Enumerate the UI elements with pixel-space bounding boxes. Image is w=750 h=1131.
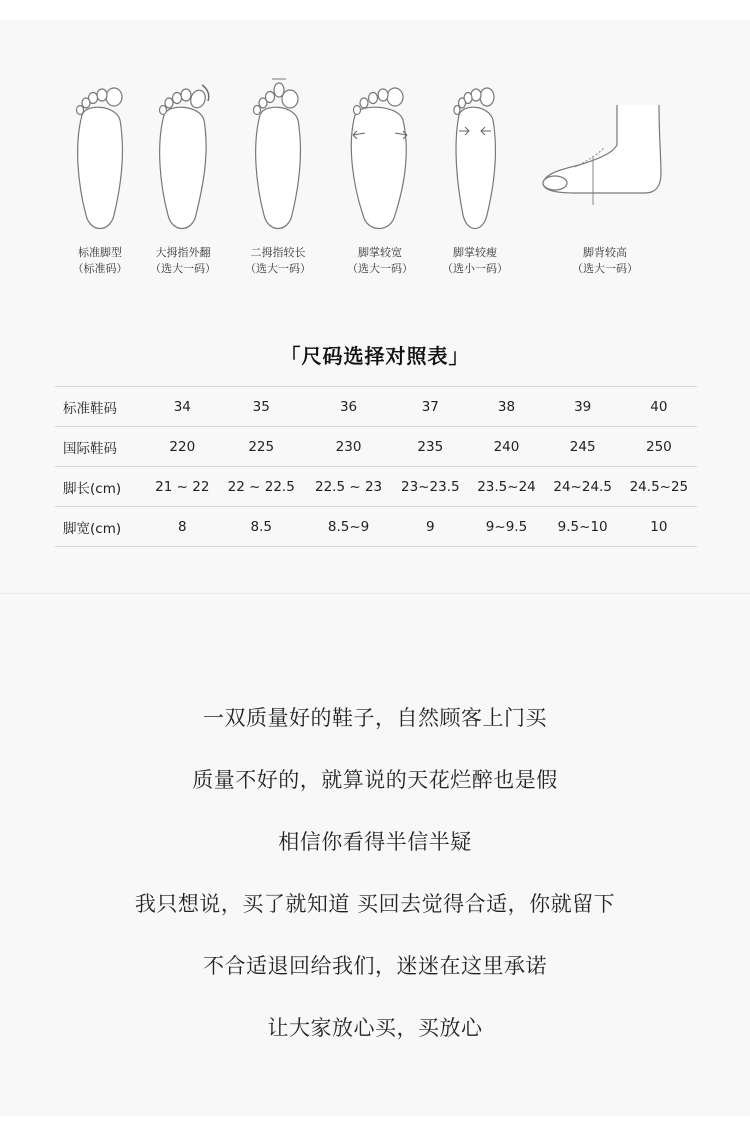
table-row [55,387,697,427]
table-cell: 240 [468,427,544,467]
table-cell: 22.5 ~ 23 [305,467,392,507]
table-row [55,427,697,467]
table-row [55,467,697,507]
table-cell: 10 [621,507,697,547]
foot-type-label: 大拇指外翻 （选大一码） [150,246,216,275]
slogan-line: 我只想说，买了就知道 买回去觉得合适，你就留下 [134,892,616,916]
row-label: 脚宽(cm) [55,507,147,547]
table-cell: 9.5~10 [545,507,621,547]
foot-type-label: 脚背较高 （选大一码） [572,246,638,275]
promise-panel [0,594,750,1116]
foot-high-instep-icon [535,75,670,235]
table-cell: 245 [545,427,621,467]
slogan-line: 一双质量好的鞋子，自然顾客上门买 [203,706,547,730]
slogan-line: 不合适退回给我们，迷迷在这里承诺 [203,954,547,978]
slogan-line: 相信你看得半信半疑 [278,830,472,854]
foot-type-bunion [150,75,216,275]
table-cell: 21 ~ 22 [147,467,218,507]
table-row [55,507,697,547]
foot-type-narrow [442,75,508,275]
row-label: 标准鞋码 [55,387,147,427]
foot-type-standard [68,75,132,275]
size-chart-table [55,386,697,547]
table-cell: 8 [147,507,218,547]
row-label: 国际鞋码 [55,427,147,467]
table-cell: 235 [392,427,468,467]
table-cell: 23~23.5 [392,467,468,507]
table-cell: 37 [392,387,468,427]
foot-type-wide [345,75,415,275]
table-cell: 9~9.5 [468,507,544,547]
foot-standard-icon [68,75,132,235]
foot-type-label: 脚掌较瘦 （选小一码） [442,246,508,275]
foot-type-long-second-toe [245,75,311,275]
slogan-line: 质量不好的，就算说的天花烂醉也是假 [192,768,558,792]
table-cell: 230 [305,427,392,467]
table-cell: 24~24.5 [545,467,621,507]
slogan-line: 让大家放心买，买放心 [267,1016,483,1040]
size-chart-title: 「尺码选择对照表」 [280,344,470,368]
foot-type-label: 标准脚型 （标准码） [72,246,128,275]
table-cell: 8.5~9 [305,507,392,547]
table-cell: 220 [147,427,218,467]
foot-bunion-icon [150,75,216,235]
foot-type-row [0,75,750,285]
table-cell: 8.5 [218,507,305,547]
foot-type-label: 脚掌较宽 （选大一码） [347,246,413,275]
table-cell: 22 ~ 22.5 [218,467,305,507]
foot-type-label: 二拇指较长 （选大一码） [245,246,311,275]
table-cell: 34 [147,387,218,427]
table-cell: 36 [305,387,392,427]
table-cell: 40 [621,387,697,427]
foot-type-high-instep [535,75,670,275]
table-cell: 9 [392,507,468,547]
table-cell: 225 [218,427,305,467]
foot-wide-icon [345,75,415,235]
table-cell: 23.5~24 [468,467,544,507]
table-cell: 250 [621,427,697,467]
table-cell: 35 [218,387,305,427]
table-cell: 39 [545,387,621,427]
table-cell: 24.5~25 [621,467,697,507]
row-label: 脚长(cm) [55,467,147,507]
foot-narrow-icon [445,75,505,235]
foot-long-toe-icon [246,75,310,235]
table-cell: 38 [468,387,544,427]
